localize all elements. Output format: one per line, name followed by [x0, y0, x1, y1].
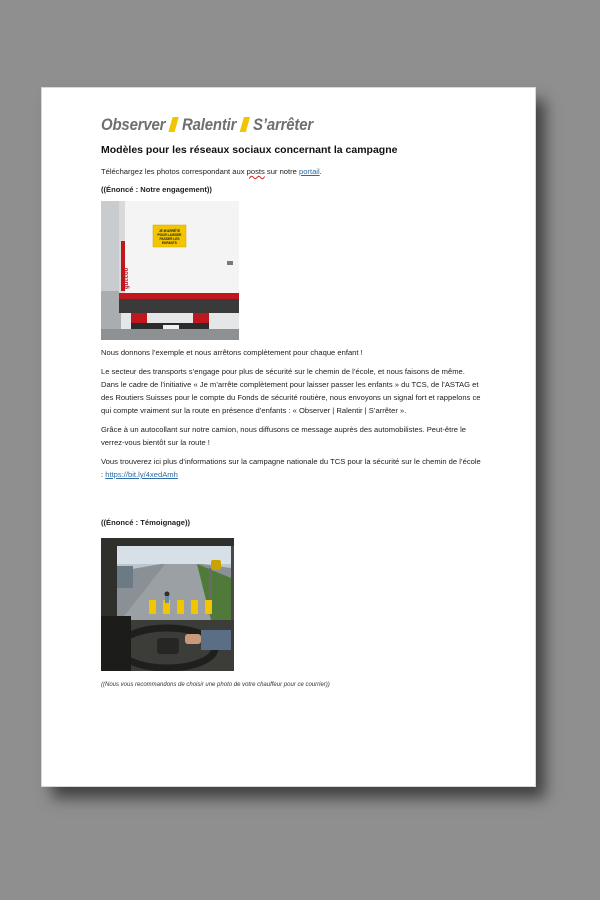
sticker-line-3: PASSER LES [159, 237, 180, 241]
cab-illustration [101, 538, 234, 671]
engagement-paragraphs [101, 346, 481, 481]
paragraph-3: Grâce à un autocollant sur notre camion, nous diffusons ce message auprès des automobilistes. Peut-être le verrez-vous bientôt sur la route ! [101, 425, 466, 447]
intro-text-middle: sur notre [264, 167, 299, 176]
logo-word-ralentir: Ralentir [182, 115, 237, 134]
logo-slash-icon [168, 117, 178, 132]
sticker-line-1: JE M'ARRÊTE [158, 229, 181, 233]
paragraph-1: Nous donnons l’exemple et nous arrêtons complètement pour chaque enfant ! [101, 348, 363, 357]
logo-slash-icon [239, 117, 249, 132]
logo-word-observer: Observer [101, 115, 166, 134]
intro-posts-word: posts [246, 167, 265, 176]
campaign-link[interactable]: https://bit.ly/4xedAmh [105, 470, 178, 479]
document-title: Modèles pour les réseaux sociaux concernant la campagne [101, 144, 398, 156]
more-info-text: Vous trouverez ici plus d’informations sur la campagne nationale du TCS pour la sécurité sur le chemin de l’école : [101, 457, 481, 479]
more-info-paragraph [101, 455, 481, 481]
section-spacer [101, 481, 481, 511]
sticker-line-4: ENFANTS [162, 241, 177, 245]
logo-word-sarreter: S’arrêter [253, 115, 313, 134]
truck-photo [101, 201, 239, 340]
intro-text-after: . [319, 167, 322, 176]
campaign-logo [101, 114, 435, 136]
paragraph-2: Le secteur des transports s’engage pour plus de sécurité sur le chemin de l’école, et nous faisons de même. Dans le cadre de l’initiative « Je m’arrête complètement pour laisser passer les enfants » du TCS, de l’ASTAG et des Routiers Suisses pour le compte du Fonds de sécurité routière, nous envoyons un signal fort et rappelons ce qui compte vraiment sur la route en présence d’enfants : « Observer | Ralentir | S’arrêter ». [101, 367, 481, 415]
photo-caption: ((Nous vous recommandons de choisir une photo de votre chauffeur pour ce courrier)) [101, 682, 330, 688]
intro-text-before: Téléchargez les photos correspondant aux [101, 167, 247, 176]
intro-paragraph [101, 165, 481, 178]
section-label-temoignage: ((Énoncé : Témoignage)) [101, 518, 191, 527]
driver-cab-photo [101, 538, 234, 671]
truck-illustration [101, 201, 239, 340]
portail-link[interactable]: portail [298, 167, 320, 176]
section-label-engagement: ((Énoncé : Notre engagement)) [101, 185, 212, 194]
document-page [42, 88, 535, 786]
document-content [101, 114, 481, 692]
truck-brand-text: guccoo [124, 267, 130, 289]
sticker-line-2: POUR LAISSER [157, 233, 182, 237]
